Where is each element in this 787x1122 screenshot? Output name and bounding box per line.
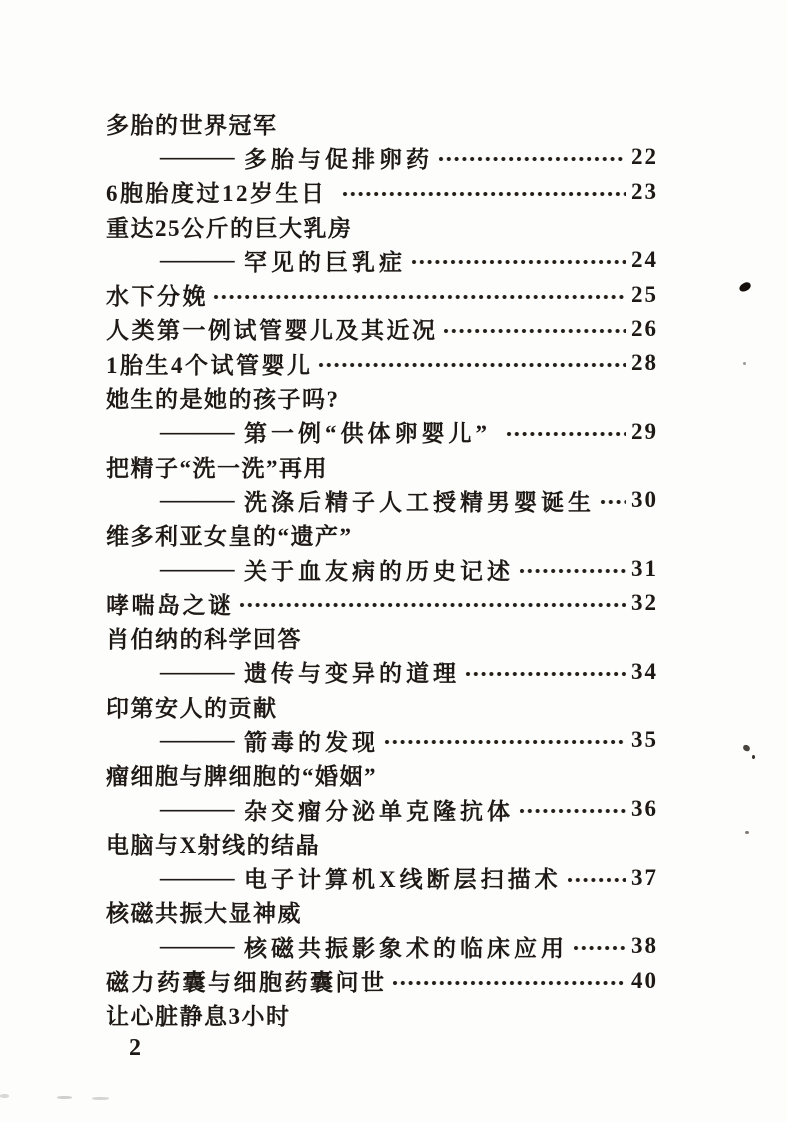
toc-row [106, 655, 658, 689]
toc-dot-leader [573, 945, 626, 952]
toc-entry-title: 1胎生4个试管婴儿 [106, 352, 313, 378]
toc-page-number: 30 [631, 487, 658, 513]
toc-entry-title: 哮喘岛之谜 [106, 592, 234, 618]
scan-speck [752, 755, 755, 759]
toc-dash-prefix: —— [160, 247, 235, 273]
toc-dash-prefix: —— [160, 556, 235, 581]
toc-dot-leader [318, 362, 627, 369]
toc-row [106, 689, 658, 723]
toc-dot-leader [438, 156, 626, 163]
toc-dash-prefix: —— [160, 418, 235, 444]
scan-smudge [0, 1094, 9, 1098]
toc-entry-title: 洗涤后精子人工授精男婴诞生 [244, 489, 595, 515]
toc-dot-leader [392, 980, 627, 987]
toc-dash-prefix: —— [160, 933, 235, 959]
toc-entry-title: 印第安人的贡献 [106, 695, 278, 721]
scan-smudge [92, 1097, 109, 1100]
toc-row [106, 415, 658, 449]
toc-entry-title: 水下分娩 [106, 284, 208, 310]
toc-page-number: 29 [631, 418, 658, 444]
toc-entry-title: 让心脏静息3小时 [106, 1004, 291, 1030]
toc-row [106, 895, 658, 929]
toc-entry-title: 维多利亚女皇的“遗产” [106, 524, 353, 550]
toc-entry-title: 罕见的巨乳症 [244, 249, 406, 275]
toc-entry-title: 多胎与促排卵药 [244, 146, 433, 172]
toc-entry-title: 关于血友病的历史记述 [244, 558, 514, 584]
toc-dash-prefix: —— [160, 727, 235, 753]
folio-page-number: 2 [129, 1035, 141, 1061]
toc-row [106, 140, 658, 174]
toc-entry-title: 杂交瘤分泌单克隆抗体 [244, 798, 514, 824]
toc-dot-leader [342, 191, 627, 198]
toc-entry-title: 6胞胎度过12岁生日 [106, 181, 327, 207]
toc-entry-title: 电脑与X射线的结晶 [106, 832, 321, 858]
toc-entry-title: 核磁共振大显神威 [106, 901, 302, 927]
toc-row [106, 826, 658, 860]
toc-dot-leader [519, 568, 626, 575]
toc-row [106, 380, 658, 414]
scan-speck [743, 362, 746, 365]
toc-dot-leader [506, 431, 626, 438]
toc-entry-title: 瘤细胞与脾细胞的“婚姻” [106, 764, 377, 790]
toc-entry-title: 她生的是她的孩子吗? [106, 387, 340, 413]
toc-dash-prefix: —— [160, 144, 235, 170]
toc-page-number: 37 [631, 864, 658, 890]
toc-entry-title: 人类第一例试管婴儿及其近况 [106, 318, 438, 344]
toc-entry-title: 第一例“供体卵婴儿” [244, 421, 491, 447]
toc-page-number: 40 [631, 967, 658, 993]
toc-row [106, 243, 658, 277]
toc-page-number: 28 [631, 350, 658, 376]
toc-page-number: 25 [631, 281, 658, 307]
toc-row [106, 861, 658, 895]
toc-page-number: 22 [631, 144, 658, 170]
toc-dash-prefix: —— [160, 796, 235, 822]
toc-row [106, 483, 658, 517]
toc-dot-leader [213, 294, 626, 301]
toc-row [106, 518, 658, 552]
toc-row [106, 106, 658, 140]
toc-page-number: 32 [631, 590, 658, 616]
toc-dot-leader [465, 671, 626, 678]
toc-page-number: 26 [631, 315, 658, 341]
toc-page-number: 23 [631, 178, 658, 204]
toc-row [106, 209, 658, 243]
toc-dot-leader [567, 877, 626, 884]
toc-entry-title: 多胎的世界冠军 [106, 112, 278, 138]
toc-page-number: 35 [631, 727, 658, 753]
toc-row [106, 792, 658, 826]
toc-row [106, 723, 658, 757]
toc-entry-title: 电子计算机X线断层扫描术 [244, 867, 562, 893]
toc-row [106, 586, 658, 620]
toc-row [106, 620, 658, 654]
toc-entry-title: 肖伯纳的科学回答 [106, 627, 302, 653]
toc-row [106, 346, 658, 380]
toc-entry-title: 核磁共振影象术的临床应用 [244, 935, 568, 961]
scan-speck [745, 831, 749, 834]
toc-dot-leader [600, 499, 626, 506]
scan-speck [738, 281, 752, 293]
scan-speck [742, 744, 750, 752]
toc-row [106, 758, 658, 792]
toc-page-number: 36 [631, 796, 658, 822]
toc-row [106, 552, 658, 586]
toc-dash-prefix: —— [160, 487, 235, 513]
toc-dash-prefix: —— [160, 864, 235, 890]
toc-entry-title: 重达25公斤的巨大乳房 [106, 215, 353, 241]
toc-dot-leader [239, 602, 627, 609]
toc-page-number: 38 [631, 933, 658, 959]
toc-row [106, 929, 658, 963]
toc-page-number: 31 [631, 556, 658, 581]
toc-row [106, 175, 658, 209]
toc-dot-leader [411, 259, 626, 266]
toc-row [106, 963, 658, 997]
toc-page-number: 24 [631, 247, 658, 273]
toc-list [106, 106, 658, 1032]
toc-dot-leader [443, 328, 627, 335]
scan-smudge [57, 1096, 72, 1099]
toc-row [106, 998, 658, 1032]
toc-entry-title: 把精子“洗一洗”再用 [106, 455, 328, 481]
toc-dot-leader [519, 808, 626, 815]
toc-page-number: 34 [631, 658, 658, 684]
toc-dot-leader [384, 739, 626, 746]
toc-row [106, 312, 658, 346]
toc-entry-title: 箭毒的发现 [244, 729, 379, 755]
toc-entry-title: 磁力药囊与细胞药囊问世 [106, 970, 387, 996]
toc-row [106, 449, 658, 483]
toc-row [106, 277, 658, 311]
toc-entry-title: 遗传与变异的道理 [244, 661, 460, 687]
toc-dash-prefix: —— [160, 658, 235, 684]
